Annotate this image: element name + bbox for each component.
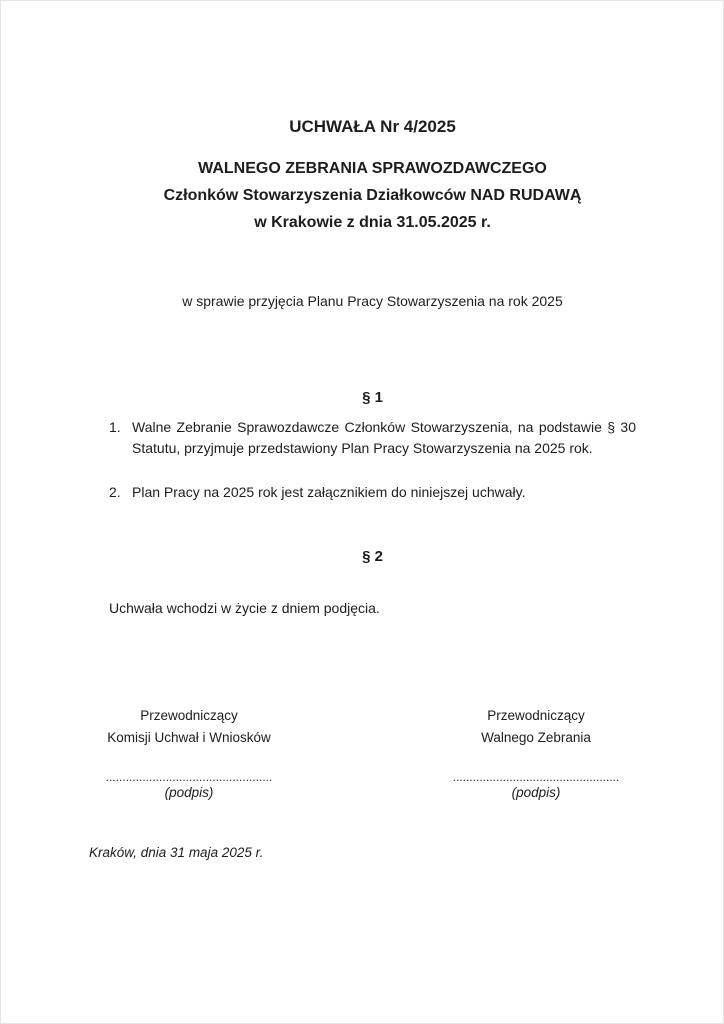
signature-role-title: Przewodniczący [140, 708, 238, 723]
signature-role-title: Przewodniczący [487, 708, 585, 723]
signature-block-left [89, 705, 289, 801]
header-line-place-date: w Krakowie z dnia 31.05.2025 r. [254, 214, 491, 231]
footer-place-date: Kraków, dnia 31 maja 2025 r. [89, 845, 264, 860]
list-item [109, 417, 636, 459]
section-2-heading: § 2 [362, 548, 383, 565]
list-item-text: Walne Zebranie Sprawozdawcze Członków Stowarzyszenia, na podstawie § 30 Statutu, przyjmuje przedstawiony Plan Pracy Stowarzyszenia na 2025 rok. [132, 419, 636, 456]
section-1-heading: § 1 [362, 389, 383, 406]
signature-label: (podpis) [511, 785, 561, 800]
signature-dotted-line: .................................................. [105, 770, 273, 784]
signature-dotted-line: .................................................. [452, 770, 620, 784]
document-subject: w sprawie przyjęcia Planu Pracy Stowarzyszenia na rok 2025 [182, 293, 563, 309]
list-item-number: 2. [109, 484, 121, 500]
signature-area [89, 705, 636, 801]
signature-role-subtitle: Komisji Uchwał i Wniosków [107, 730, 271, 745]
document-header [109, 155, 636, 236]
signature-label: (podpis) [164, 785, 214, 800]
list-item [109, 482, 636, 503]
document-title: UCHWAŁA Nr 4/2025 [289, 117, 456, 136]
signature-block-right [436, 705, 636, 801]
header-line-assembly: WALNEGO ZEBRANIA SPRAWOZDAWCZEGO [198, 160, 547, 177]
list-item-text: Plan Pracy na 2025 rok jest załącznikiem do niniejszej uchwały. [132, 484, 526, 500]
signature-role-subtitle: Walnego Zebrania [481, 730, 591, 745]
document-body [109, 117, 636, 619]
final-provision-text: Uchwała wchodzi w życie z dniem podjęcia. [109, 600, 380, 616]
header-line-association: Członków Stowarzyszenia Działkowców NAD RUDAWĄ [163, 187, 582, 204]
list-item-number: 1. [109, 419, 121, 435]
